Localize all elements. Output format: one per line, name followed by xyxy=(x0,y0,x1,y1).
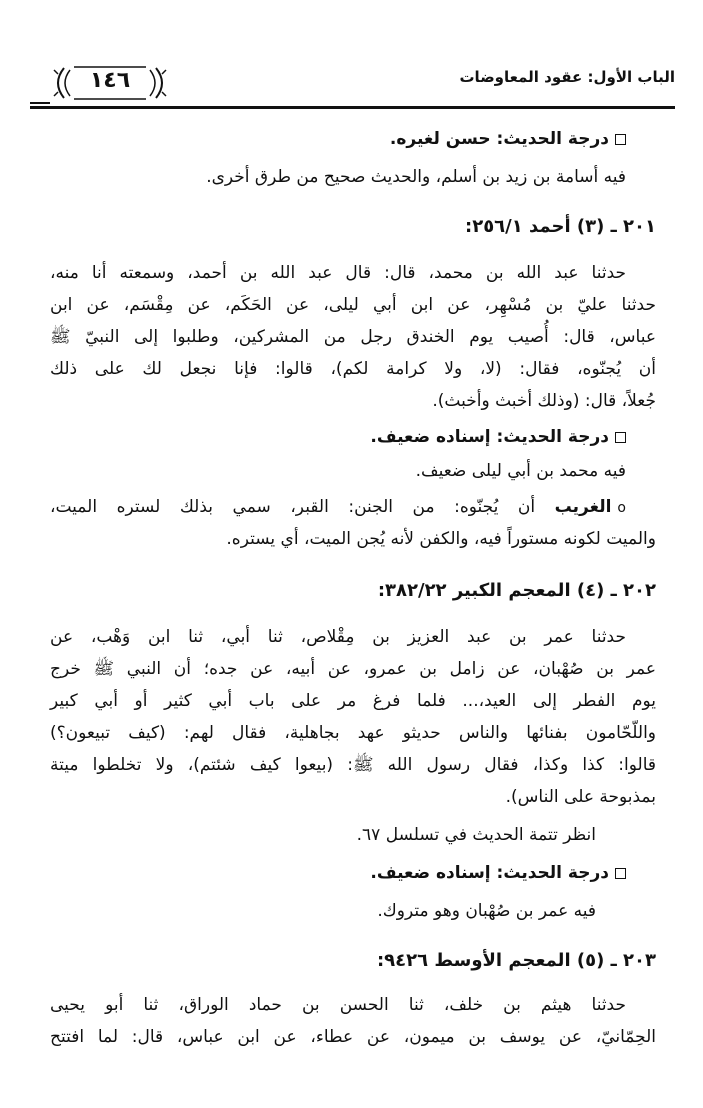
cross-reference: انظر تتمة الحديث في تسلسل ٦٧. xyxy=(356,825,596,845)
hadith-text-line: أن يُجنّوه، فقال: (لا، ولا كرامة لكم)، قالوا: فإنا نجعل لك على ذلك xyxy=(50,359,656,379)
gharib-term: الغريب xyxy=(554,497,612,517)
hadith-text-line: قالوا: كذا وكذا، فقال رسول الله ﷺ: (بيعوا كيف شئتم)، ولا تخلطوا ميتة xyxy=(50,755,656,775)
hadith-text-line: حدثنا هيثم بن خلف، ثنا الحسن بن حماد الوراق، ثنا أبو يحيى xyxy=(50,995,626,1015)
hadith-text-line: جُعلاً، قال: (وذلك أخبث وأخبث). xyxy=(432,391,656,411)
square-bullet-icon xyxy=(615,134,626,145)
hadith-grade: درجة الحديث: إسناده ضعيف. xyxy=(50,858,656,888)
grade-note: فيه محمد بن أبي ليلى ضعيف. xyxy=(415,461,626,481)
hadith-heading: ٢٠١ ـ (٣) أحمد ٢٥٦/١: xyxy=(465,216,656,237)
header-rule-accent xyxy=(30,102,50,104)
page-header xyxy=(30,62,675,118)
hadith-grade: درجة الحديث: إسناده ضعيف. xyxy=(50,422,656,452)
square-bullet-icon xyxy=(615,868,626,879)
hadith-heading: ٢٠٣ ـ (٥) المعجم الأوسط ٩٤٢٦: xyxy=(376,950,656,971)
hadith-text-line: حدثنا عبد الله بن محمد، قال: قال عبد الله بن أحمد، وسمعته أنا منه، xyxy=(50,263,626,283)
hadith-text-line: حدثنا عمر بن عبد العزيز بن مِقْلاص، ثنا أبي، ثنا ابن وَهْب، عن xyxy=(50,627,626,647)
gharib-note: والميت لكونه مستوراً فيه، والكفن لأنه يُجن الميت، أي يستره. xyxy=(226,529,656,549)
hadith-text-line: واللّحّامون بفنائها والناس حديثو عهد بجاهلية، فقال لهم: (كيف تبيعون؟) xyxy=(50,723,656,743)
square-bullet-icon xyxy=(615,432,626,443)
grade-note: فيه أسامة بن زيد بن أسلم، والحديث صحيح من طرق أخرى. xyxy=(206,167,626,187)
page-number: ١٤٦ xyxy=(89,68,131,93)
hadith-text-line: حدثنا عليّ بن مُسْهِر، عن ابن أبي ليلى، عن الحَكَم، عن مِقْسَم، عن ابن xyxy=(50,295,656,315)
running-title: الباب الأول: عقود المعاوضات xyxy=(459,68,675,86)
grade-note: فيه عمر بن صُهْبان وهو متروك. xyxy=(377,901,596,921)
hadith-text-line: الحِمّانيّ، عن يوسف بن ميمون، عن عطاء، عن ابن عباس، قال: لما افتتح xyxy=(50,1027,656,1047)
hadith-text-line: يوم الفطر إلى العيد،... فلما فرغ مر على باب أبي كثير أو أبي كبير xyxy=(50,691,656,711)
hadith-text-line: عباس، قال: أُصيب يوم الخندق رجل من المشركين، وطلبوا إلى النبيّ ﷺ xyxy=(50,327,656,347)
header-rule xyxy=(30,106,675,109)
hadith-text-line: بمذبوحة على الناس). xyxy=(505,787,656,807)
circle-bullet-icon: o xyxy=(617,500,626,516)
hadith-grade: درجة الحديث: حسن لغيره. xyxy=(50,124,656,154)
hadith-text-line: عمر بن صُهْبان، عن زامل بن عمرو، عن أبيه، عن جده؛ أن النبي ﷺ خرج xyxy=(50,659,656,679)
hadith-heading: ٢٠٢ ـ (٤) المعجم الكبير ٣٨٢/٢٢: xyxy=(377,580,656,601)
gharib-note: oالغريب أن يُجنّوه: من الجنن: القبر، سمي بذلك لستره الميت، xyxy=(50,492,656,522)
